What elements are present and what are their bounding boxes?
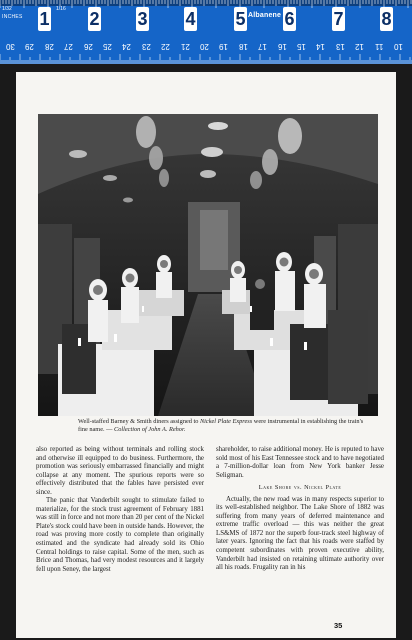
ruler-cm-label: 10: [394, 42, 403, 51]
right-paragraph-2: Actually, the new road was in many respects superior to its well-established neighbor. The Lake Shore of 1882 was suffering from many years of deferred maintenance and extreme traffic overload — this was neither the great LS&MS of 1872 nor the superb four-track steel highway of later years. Ignoring the fact that his roads were staffed by competent subordinates with proven executive ability, Vanderbilt had insisted on retaining ultimate authority over all his roads. Frugality ran in his: [216, 495, 384, 572]
ruler-cm-label: 19: [219, 42, 229, 51]
ruler-fraction-label: 1/32: [2, 6, 12, 12]
page-number: 35: [334, 621, 343, 630]
ruler-inch-7: 7: [333, 9, 344, 29]
ruler-cm-label: 28: [44, 42, 54, 51]
caption-train-name: Nickel Plate Express: [199, 418, 253, 425]
ruler-inches-label: INCHES: [2, 14, 23, 20]
ruler-cm-label: 16: [277, 42, 287, 51]
ruler-brand: Albanene: [248, 12, 282, 19]
ruler-cm-label: 23: [141, 42, 151, 51]
book-page: [16, 72, 396, 638]
ruler-cm-label: 13: [335, 42, 345, 51]
ruler-cm-label: 14: [316, 42, 326, 51]
ruler-inch-5: 5: [235, 9, 246, 29]
ruler-cm-label: 12: [355, 42, 365, 51]
right-column: [216, 446, 384, 573]
left-column: [36, 446, 204, 574]
ruler-cm-label: 20: [200, 42, 209, 51]
ruler-sixteenth-label: 1/16: [56, 6, 66, 12]
ruler-cm-label: 18: [238, 42, 248, 51]
ruler-inch-3: 3: [137, 9, 148, 29]
left-paragraph-2: The panic that Vanderbilt sought to stimulate failed to materialize, for the stock trust agreement of February 1881 was still in force and not more than 20 per cent of the Nickel Plate's stock could have been in outside hands. However, the road was proving more costly to complete than originally estimated and the syndicate had already sold its Ohio Central holdings to raise capital. Some of the men, such as Brice and Thomas, had very modest resources and it largely fell upon Seney, the largest: [36, 497, 204, 573]
ruler-inch-4: 4: [185, 9, 196, 29]
ruler-inch-6: 6: [284, 9, 295, 29]
ruler-cm-label: 27: [64, 42, 74, 51]
ruler-cm-label: 11: [374, 42, 383, 51]
caption-text-2: were instrumental in establishing the train's fine name. —: [78, 418, 364, 434]
ruler-cm-label: 30: [6, 42, 15, 51]
ruler-cm-label: 22: [161, 42, 171, 51]
ruler-cm-label: 21: [180, 42, 190, 51]
ruler-cm-label: 24: [122, 42, 132, 51]
caption-text: Well-staffed Barney & Smith diners assigned to: [78, 418, 200, 425]
ruler-cm-label: 25: [103, 42, 112, 51]
dining-car-photograph: [38, 114, 378, 416]
caption-credit: Collection of John A. Rehor.: [114, 426, 186, 434]
ruler-cm-label: 17: [258, 42, 268, 51]
ruler-inch-1: 1: [39, 9, 50, 29]
section-subheading: Lake Shore vs. Nickel Plate: [258, 484, 342, 492]
photo-caption: [78, 418, 368, 435]
ruler-cm-label: 15: [297, 42, 306, 51]
measuring-ruler: [0, 0, 412, 64]
ruler-cm-label: 29: [25, 42, 35, 51]
ruler-centimeter-scale: [0, 38, 412, 64]
ruler-inch-2: 2: [89, 9, 100, 29]
ruler-inch-8: 8: [381, 9, 392, 29]
ruler-cm-label: 26: [83, 42, 93, 51]
left-paragraph-1: also reported as being without terminals and rolling stock and otherwise ill equipped to do business. Furthermore, the promotion was seriously embarrassed financially and might collapse at any moment. The spurious reports were so effectively distributed that the fables have persisted ever since.: [36, 446, 204, 496]
right-paragraph-1: shareholder, to raise additional money. He is reputed to have sold most of his East Tennessee stock and to have negotiated a 7-million-dollar loan from New York banker Jesse Seligman.: [216, 446, 384, 479]
